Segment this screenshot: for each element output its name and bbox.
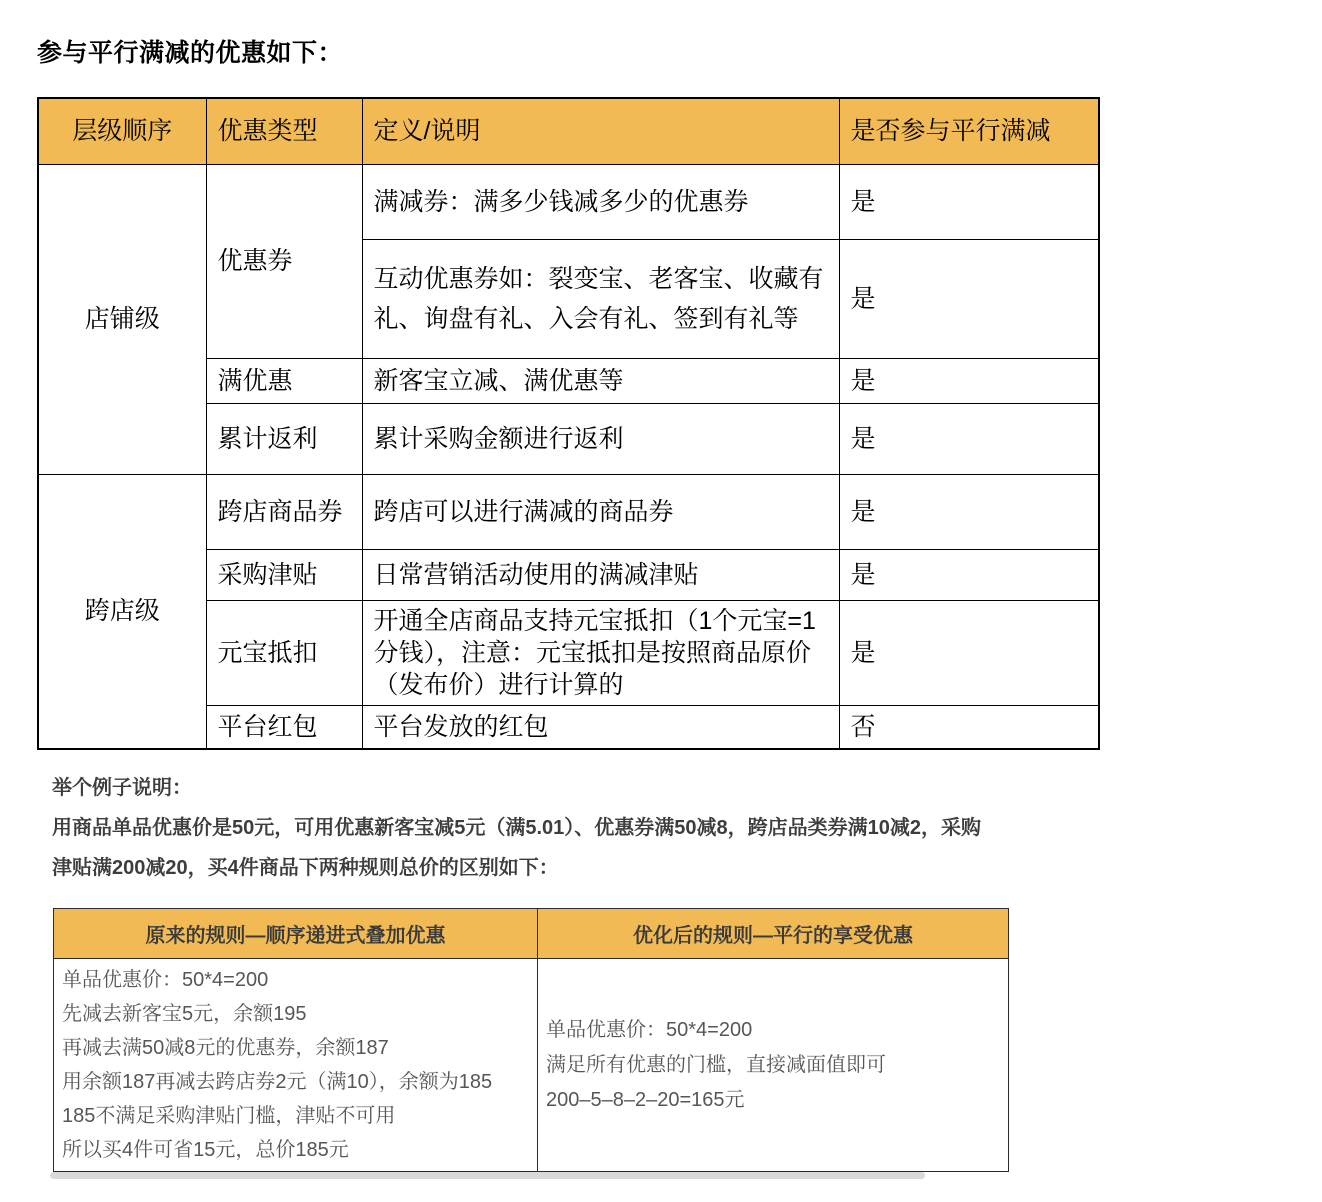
participate-cell: 是	[839, 239, 1099, 358]
rules-comparison-table	[53, 908, 1009, 1172]
participate-cell: 是	[839, 474, 1099, 549]
type-cell: 元宝抵扣	[206, 600, 362, 705]
table-row	[38, 164, 1099, 239]
desc-cell: 累计采购金额进行返利	[362, 403, 839, 474]
old-rule-cell	[54, 959, 538, 1172]
old-rule-line: 所以买4件可省15元，总价185元	[62, 1139, 349, 1161]
discount-participation-table	[37, 97, 1100, 750]
desc-cell: 平台发放的红包	[362, 705, 839, 749]
participate-cell: 是	[839, 164, 1099, 239]
example-body: 用商品单品优惠价是50元，可用优惠新客宝减5元（满5.01）、优惠券满50减8，跨店品类券满10减2，采购津贴满200减20，买4件商品下两种规则总价的区别如下：	[52, 817, 982, 879]
participate-cell: 是	[839, 549, 1099, 600]
column-header-new-rule: 优化后的规则—平行的享受优惠	[538, 909, 1009, 959]
column-header-participate: 是否参与平行满减	[839, 98, 1099, 164]
old-rule-line: 先减去新客宝5元，余额195	[62, 1003, 307, 1025]
type-cell: 优惠券	[206, 164, 362, 358]
new-rule-line: 满足所有优惠的门槛，直接减面值即可	[546, 1053, 886, 1076]
participate-cell: 是	[839, 600, 1099, 705]
new-rule-line: 200–5–8–2–20=165元	[546, 1088, 745, 1111]
page-title: 参与平行满减的优惠如下：	[37, 39, 344, 67]
level-cell: 跨店级	[38, 474, 206, 749]
type-cell: 平台红包	[206, 705, 362, 749]
type-cell: 跨店商品券	[206, 474, 362, 549]
participate-cell: 是	[839, 358, 1099, 403]
horizontal-scrollbar-thumb[interactable]	[50, 1172, 925, 1179]
column-header-definition: 定义/说明	[362, 98, 839, 164]
example-note	[52, 768, 987, 888]
level-cell: 店铺级	[38, 164, 206, 474]
participate-cell: 否	[839, 705, 1099, 749]
desc-cell: 互动优惠券如：裂变宝、老客宝、收藏有礼、询盘有礼、入会有礼、签到有礼等	[362, 239, 839, 358]
old-rule-line: 再减去满50减8元的优惠券，余额187	[62, 1037, 389, 1059]
new-rule-cell	[538, 959, 1009, 1172]
participate-cell: 是	[839, 403, 1099, 474]
desc-cell: 满减券：满多少钱减多少的优惠券	[362, 164, 839, 239]
old-rule-line: 185不满足采购津贴门槛，津贴不可用	[62, 1105, 396, 1127]
desc-cell: 跨店可以进行满减的商品券	[362, 474, 839, 549]
comparison-body-row	[54, 959, 1009, 1172]
table-row	[38, 474, 1099, 549]
new-rule-line: 单品优惠价：50*4=200	[546, 1018, 753, 1041]
desc-cell: 日常营销活动使用的满减津贴	[362, 549, 839, 600]
type-cell: 累计返利	[206, 403, 362, 474]
example-heading: 举个例子说明：	[52, 777, 192, 799]
column-header-level: 层级顺序	[38, 98, 206, 164]
desc-cell: 开通全店商品支持元宝抵扣（1个元宝=1分钱），注意：元宝抵扣是按照商品原价（发布价）进行计算的	[362, 600, 839, 705]
type-cell: 满优惠	[206, 358, 362, 403]
old-rule-line: 单品优惠价：50*4=200	[62, 969, 269, 991]
desc-cell: 新客宝立减、满优惠等	[362, 358, 839, 403]
type-cell: 采购津贴	[206, 549, 362, 600]
comparison-header-row	[54, 909, 1009, 959]
column-header-type: 优惠类型	[206, 98, 362, 164]
column-header-old-rule: 原来的规则—顺序递进式叠加优惠	[54, 909, 538, 959]
old-rule-line: 用余额187再减去跨店券2元（满10），余额为185	[62, 1071, 493, 1093]
table-header-row	[38, 98, 1099, 164]
